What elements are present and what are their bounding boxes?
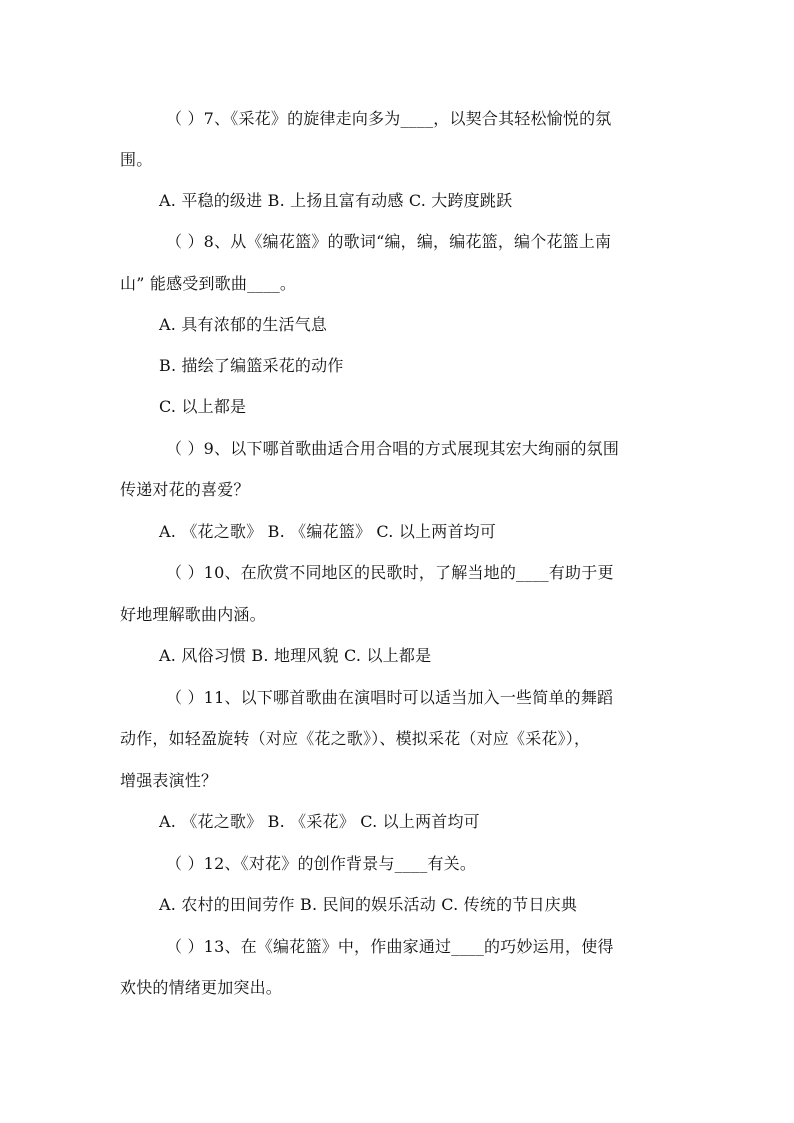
question-10-stem-line-2: 好地理解歌曲内涵。	[120, 605, 266, 624]
question-7-stem-line-1: （ ）7、《采花》的旋律走向多为____，以契合其轻松愉悦的氛	[166, 109, 612, 128]
question-11-stem-line-3: 增强表演性？	[120, 771, 218, 790]
question-10-stem-line-1: （ ）10、在欣赏不同地区的民歌时，了解当地的____有助于更	[166, 563, 614, 582]
question-11-options: A. 《花之歌》 B. 《采花》 C. 以上两首均可	[159, 812, 480, 831]
question-10-options: A. 风俗习惯 B. 地理风貌 C. 以上都是	[159, 646, 432, 665]
question-12-stem-line-1: （ ）12、《对花》的创作背景与____有关。	[166, 854, 477, 873]
question-8-stem-line-1: （ ）8、从《编花篮》的歌词“编，编，编花篮，编个花篮上南	[166, 232, 612, 251]
question-13-stem-line-1: （ ）13、在《编花篮》中，作曲家通过____的巧妙运用，使得	[166, 937, 614, 956]
question-8-option-a: A. 具有浓郁的生活气息	[159, 315, 328, 334]
question-9-options: A. 《花之歌》 B. 《编花篮》 C. 以上两首均可	[159, 522, 497, 541]
question-7-options: A. 平稳的级进 B. 上扬且富有动感 C. 大跨度跳跃	[159, 191, 513, 210]
question-8-option-c: C. 以上都是	[159, 397, 247, 416]
question-9-stem-line-2: 传递对花的喜爱？	[120, 480, 250, 499]
question-12-options: A. 农村的田间劳作 B. 民间的娱乐活动 C. 传统的节日庆典	[159, 895, 578, 914]
question-7-stem-line-2: 围。	[120, 150, 153, 169]
question-13-stem-line-2: 欢快的情绪更加突出。	[120, 978, 283, 997]
question-11-stem-line-2: 动作，如轻盈旋转（对应《花之歌》）、模拟采花（对应《采花》），	[120, 729, 591, 748]
question-11-stem-line-1: （ ）11、以下哪首歌曲在演唱时可以适当加入一些简单的舞蹈	[166, 688, 614, 707]
question-8-stem-line-2: 山” 能感受到歌曲____。	[120, 274, 297, 293]
question-8-option-b: B. 描绘了编篮采花的动作	[159, 356, 344, 375]
question-9-stem-line-1: （ ）9、以下哪首歌曲适合用合唱的方式展现其宏大绚丽的氛围	[166, 439, 620, 458]
